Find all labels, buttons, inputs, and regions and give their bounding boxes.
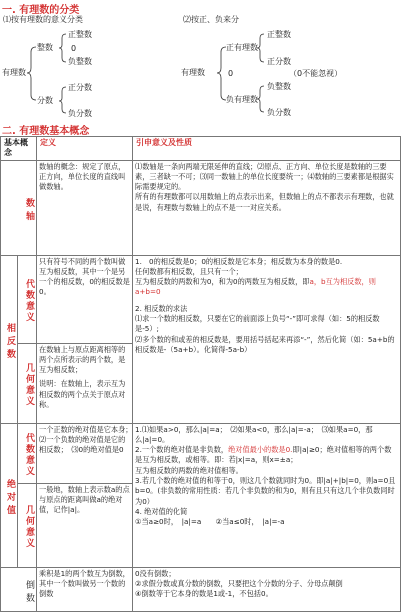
section1-title: 一. 有理数的分类 (2, 5, 80, 16)
absolute-m2: 2.一个数的绝对值是非负数，绝对值最小的数是0.即|a|≥0；绝对值相等的两个数是互为相反数，或相等。即：若|x|=a，则x=±a； (135, 445, 392, 465)
absolute-alg-def: 一个正数的绝对值是它本身； ⑵一个负数的绝对值是它的相反数； ⑶0的绝对值是0 (37, 423, 133, 483)
section2-title: 二. 有理数基本概念 (2, 126, 90, 137)
reciprocal-m2: ②求假分数或真分数的倒数，只要把这个分数的分子、分母点颠倒 (135, 578, 343, 588)
reciprocal-m1: 0没有倒数； (135, 568, 176, 578)
right-pos-frac: 正分数 (267, 57, 291, 66)
header-concept: 基本概念 (1, 137, 37, 161)
left-neg-frac: 负分数 (68, 109, 92, 118)
absolute-m4: 3.若几个数的绝对值的和等于0，则这几个数就同时为0。即|a|+|b|=0，则a=0且b=0。(非负数的常用性质：若几个非负数的和为0，则有且只有这几个非负数同时为0） (135, 476, 396, 506)
opposite-m6: ⑵多个数的和或差的相反数是，要用括号括起来再添“-”，然后化简（如：5a+b的相反数是-（5a+b）。化简得-5a-b） (135, 334, 395, 354)
opposite-geo-def (37, 343, 133, 423)
opposite-m2: 任何数都有相反数，且只有一个； (135, 266, 243, 276)
left-pos-frac: 正分数 (68, 83, 92, 92)
axis-meaning-1: ⑴数轴是一条向两端无限延伸的直线；⑵原点、正方向、单位长度是数轴的三要素，三者缺一不可；⑶同一数轴上的单位长度要统一；⑷数轴的三要素都是根据实际需要规定的。 (135, 161, 394, 192)
left-zero: 0 (71, 44, 77, 53)
right-pos-int: 正整数 (267, 30, 291, 39)
def-reciprocal: 乘积是1的两个数互为倒数，其中一个数叫做另一个数的倒数 (37, 567, 133, 611)
def-number-axis: 数轴的概念：规定了原点，正方向，单位长度的直线叫做数轴。 (37, 160, 133, 255)
concept-absolute: 绝对值 (1, 423, 18, 567)
concept-number-axis: 数轴 (1, 160, 37, 255)
right-zero-note: （0不能忽视） (289, 69, 343, 78)
absolute-m1: 1.⑴如果a>0，那么|a|=a； ⑵如果a<0，那么|a|=-a； ⑶如果a=0，那么|a|=0。 (135, 424, 373, 444)
right-neg-int: 负整数 (267, 82, 291, 91)
absolute-m5: 4. 绝对值的化简 (135, 506, 188, 516)
opposite-geo-note: 说明：在数轴上，表示互为相反数的两个点关于原点对称。 (39, 379, 126, 410)
right-pos: 正有理数 (226, 43, 258, 52)
reciprocal-m3: ④倒数等于它本身的数是1或-1，不包括0。 (135, 589, 273, 599)
opposite-alg-label: 代数意义 (18, 255, 37, 343)
absolute-geo-def: 一般地，数轴上表示数a的点与原点的距离叫做a的绝对值，记作|a|。 (37, 483, 133, 567)
row-reciprocal (1, 567, 401, 611)
opposite-alg-def: 只有符号不同的两个数叫做互为相反数，其中一个是另一个的相反数，0的相反数是0。 (37, 255, 133, 343)
absolute-geo-label: 几何意义 (18, 483, 37, 567)
concept-reciprocal: 倒数 (1, 567, 37, 611)
left-root: 有理数 (2, 68, 26, 77)
opposite-m1: 1. 0的相反数是0；0的相反数是它本身；相反数为本身的数是0. (135, 256, 343, 266)
meaning-number-axis (133, 160, 401, 255)
opposite-m4: 2. 相反数的求法 (135, 303, 188, 313)
right-root: 有理数 (181, 68, 205, 77)
left-fraction: 分数 (37, 96, 53, 105)
header-definition: 定义 (37, 137, 133, 161)
right-zero: 0 (228, 69, 234, 78)
row-opposite-algebraic (1, 255, 401, 343)
opposite-geo-label: 几何意义 (18, 343, 37, 423)
concept-opposite: 相反数 (1, 255, 18, 423)
row-absolute-algebraic (1, 423, 401, 483)
table-header-row (1, 137, 401, 161)
left-integer: 整数 (37, 43, 53, 52)
absolute-m6: ①当a≥0时， |a|=a ②当a≤0时， |a|=-a (135, 517, 285, 527)
opposite-meaning (133, 255, 401, 423)
right-neg-frac: 负分数 (267, 108, 291, 117)
opposite-geo-text: 在数轴上与原点距离相等的两个点所表示的两个数，是互为相反数； (39, 344, 126, 375)
absolute-meaning (133, 423, 401, 567)
left-caption: ⑴按有理数的意义分类 (3, 15, 83, 24)
absolute-alg-label: 代数意义 (18, 423, 37, 483)
axis-meaning-2: 所有的有理数都可以用数轴上的点表示出来，但数轴上的点不都表示有理数，也就是说，有理数与数轴上的点不是一一对应关系。 (135, 192, 394, 212)
right-neg: 负有理数 (226, 95, 258, 104)
opposite-m3: 互为相反数的两数和为0，和为0的两数互为相反数，即a，b互为相反数，则a+b=0 (135, 277, 376, 297)
absolute-m3: 互为相反数的两数的绝对值相等。 (135, 465, 243, 475)
row-number-axis (1, 160, 401, 255)
header-meaning: 引申意义及性质 (133, 137, 401, 161)
meaning-reciprocal (133, 567, 401, 611)
opposite-m5: ⑴求一个数的相反数，只要在它的前面添上负号“-”即可求得（如：5的相反数是-5）; (135, 314, 380, 334)
right-caption: ⑵按正、负来分 (183, 15, 239, 24)
left-neg-int: 负整数 (68, 57, 92, 66)
left-pos-int: 正整数 (68, 30, 92, 39)
concept-table (0, 136, 401, 612)
